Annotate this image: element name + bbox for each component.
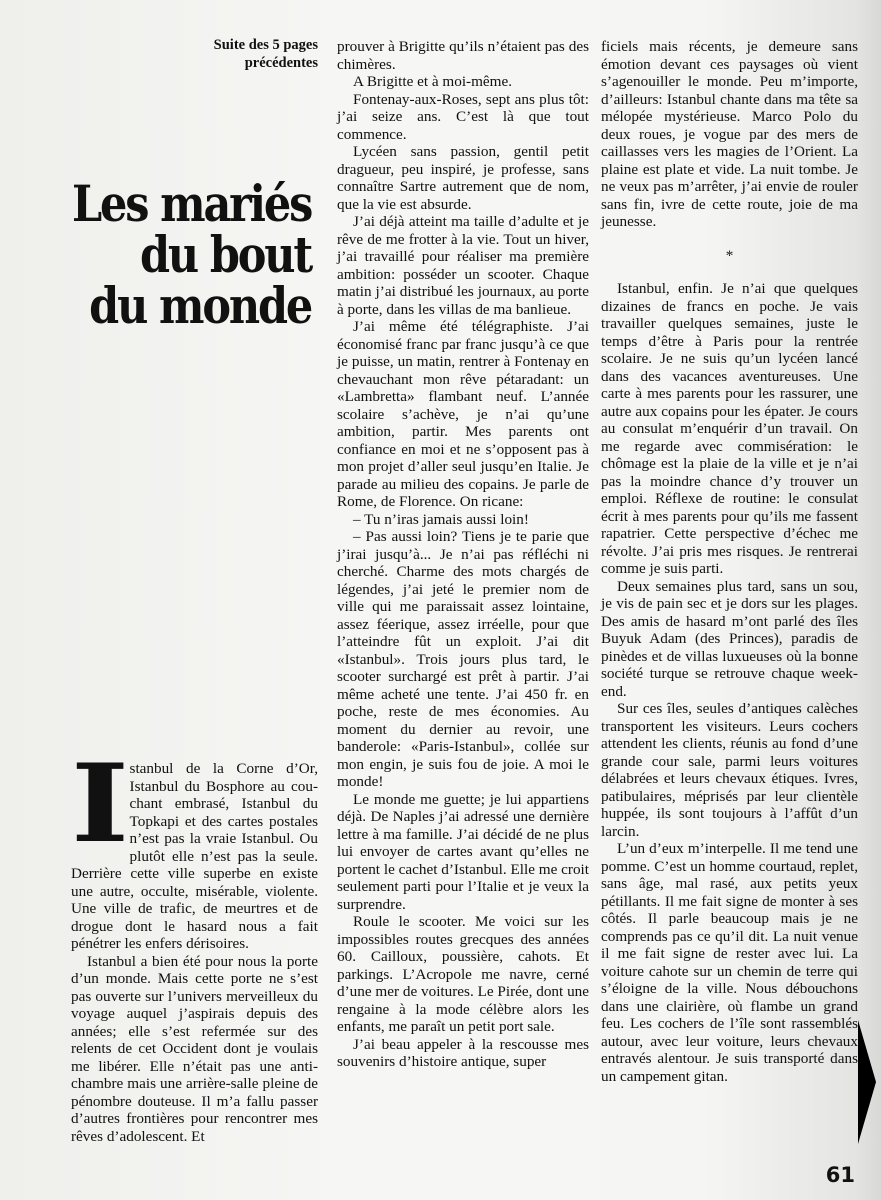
continued-note [214, 36, 318, 72]
title-line-3: du monde [89, 276, 311, 335]
column-2 [337, 38, 589, 1071]
paragraph: – Pas aussi loin? Tiens je te parie que j’irai jusqu’à... Je n’ai pas réfléchi ni cherché. Charme des mots chargés de légendes, j’ai jeté le premier nom de ville qui me paraissait assez lointaine, assez féerique, assez irréelle, pour que l’atteindre fût un exploit. J’ai dit «Istanbul». Trois jours plus tard, le scooter surchargé est prêt à partir. J’ai même acheté une tente. J’ai 450 fr. en poche, reste de mes économies. Au moment du dernier au revoir, une banderole: «Paris-Istanbul», collée sur mon engin, je suis fou de joie. A moi le monde! [337, 528, 589, 790]
column-1 [71, 741, 318, 1145]
paragraph: J’ai beau appeler à la rescousse mes souvenirs d’histoire antique, super [337, 1035, 589, 1070]
column-3 [601, 38, 858, 1085]
title-line-2: du bout [139, 225, 311, 284]
paragraph: prouver à Brigitte qu’ils n’étaient pas des chimères. [337, 38, 589, 73]
paragraph: Istanbul, enfin. Je n’ai que quelques dizaines de francs en poche. Je vais travailler quelques semaines, juste le temps d’être à Paris pour la rentrée scolaire. Je ne suis qu’un lycéen lancé dans des vacances aventureuses. Une carte à mes parents pour les rassurer, une autre aux copains pour les épater. Je cours au consulat m’enquérir d’un travail. On me regarde avec commisération: le chômage est la plaie de la ville et je n’ai pas la moindre chance d’y trouver un emploi. Réflexe de routine: le consulat écrit à mes parents pour qu’ils me fassent rapatrier. Cette perspective d’échec me révolte. J’ai pris mes risques. Je rentrerai comme je suis parti. [601, 280, 858, 577]
paragraph: J’ai même été télégraphiste. J’ai économisé franc par franc jusqu’à ce que je puisse, un matin, rentrer à Fontenay en chevauchant mon rêve pétaradant: un «Lambretta» flambant neuf. L’année scolaire s’achève, je n’ai qu’une ambition, partir. Mes parents ont confiance en moi et ne s’opposent pas à mon projet d’aller seul jusqu’en Italie. Je parade au milieu des copains. Je parle de Rome, de Florence. On ricane: [337, 318, 589, 510]
paragraph [71, 741, 318, 953]
paragraph: Fontenay-aux-Roses, sept ans plus tôt: j’ai seize ans. C’est là que tout commence. [337, 90, 589, 143]
continued-line-2: précédentes [244, 55, 318, 71]
paragraph: Istanbul a bien été pour nous la porte d’un monde. Mais cette porte ne s’est pas ouverte sur l’univers merveilleux du voyage auquel j’aspirais depuis des années; elle s’est refermée sur des relents de cet Occident dont je voulais me libérer. Elle n’était pas une antichambre mais une arrière-salle pleine de pénombre douteuse. Il m’a fallu passer d’autres frontières pour rencontrer mes rêves d’adolescent. Et [71, 952, 318, 1145]
paragraph: Roule le scooter. Me voici sur les impossibles routes grecques des années 60. Cailloux, poussière, cahots. Et parkings. L’Acropole me navre, cerné d’une mer de voitures. Le Pirée, dont une rengaine à la mode célèbre alors les enfants, me paraît un petit port sale. [337, 913, 589, 1035]
section-break-asterisk: * [725, 246, 734, 264]
paragraph: ficiels mais récents, je demeure sans émotion devant ces paysages où vient s’agenouiller le monde. Peu m’importe, d’ailleurs: Istanbul chante dans ma tête sa mélopée mystérieuse. Marco Polo du deux roues, je vogue par des mers de caillasses vers les magies de l’Orient. La plaine est plate et vide. La nuit tombe. Je ne veux pas m’arrêter, j’ai envie de rouler sans fin, ivre de cette route, joie de ma jeunesse. [601, 38, 858, 230]
continue-arrow-icon [858, 1020, 876, 1144]
paragraph: J’ai déjà atteint ma taille d’adulte et je rêve de me frotter à la vie. Tout un hiver, j’ai travaillé pour réaliser ma première ambition: posséder un scooter. Chaque matin j’ai distribué les journaux, au porte à porte, dans les villas de ma banlieue. [337, 213, 589, 318]
paragraph: Sur ces îles, seules d’antiques calèches transportent les visiteurs. Leurs cochers attendent les clients, réunis au fond d’une grande cour sale, parmi leurs voitures délabrées et leurs chevaux étiques. Ivres, patibulaires, méprisés par leur clientèle huppée, ils sont toujours à l’affût d’un larcin. [601, 700, 858, 840]
title-line-1: Les mariés [71, 174, 311, 233]
paragraph: A Brigitte et à moi-même. [353, 73, 513, 90]
page-number: 61 [825, 1163, 855, 1187]
article-title [71, 174, 311, 335]
continued-line-1: Suite des 5 pages [213, 37, 318, 53]
paragraph: – Tu n’iras jamais aussi loin! [353, 510, 529, 528]
paragraph: Lycéen sans passion, gentil petit dragueur, peu inspiré, je professe, sans connaître Sartre autrement que de nom, que la vie est absurde. [337, 143, 589, 213]
drop-cap: I [71, 741, 130, 867]
paragraph-text: stanbul de la Corne d’Or, Istanbul du Bosphore au couchant embrasé, Istanbul du Topkapi et des cartes postales n’est pas la vraie Istanbul. Ou plutôt elle n’est pas la seule. Derrière cette ville superbe en existe une autre, occulte, misérable, violente. Une ville de trafic, de meurtres et de drogue dont le hasard nous a fait pénétrer les enfers dérisoires. [71, 760, 318, 952]
paragraph: Deux semaines plus tard, sans un sou, je vis de pain sec et je dors sur les plages. Des amis de hasard m’ont parlé des îles Buyuk Adam (des Princes), paradis de pinèdes et de villas luxueuses où la bonne société turque se retrouve chaque week-end. [601, 577, 858, 700]
paragraph: L’un d’eux m’interpelle. Il me tend une pomme. C’est un homme courtaud, replet, sans âge, mal rasé, aux petits yeux pétillants. Il me fait signe de monter à ses côtés. Il parle beaucoup mais je ne comprends pas ce qu’il dit. La nuit venue il me fait signe de rester avec lui. La voiture cahote sur un chemin de terre qui s’éloigne de la ville. Nous débouchons dans une clairière, où flambe un grand feu. Les cochers de l’île sont rassemblés autour, avec leur voiture, leurs chevaux entravés alentour. Je suis transporté dans un campement gitan. [601, 840, 858, 1085]
paragraph: Le monde me guette; je lui appartiens déjà. De Naples j’ai adressé une dernière lettre à ma famille. J’ai décidé de ne plus lui envoyer de cartes avant qu’elles ne portent le cachet d’Istanbul. Elle me croit seulement parti pour l’Italie et je veux la surprendre. [337, 790, 589, 913]
